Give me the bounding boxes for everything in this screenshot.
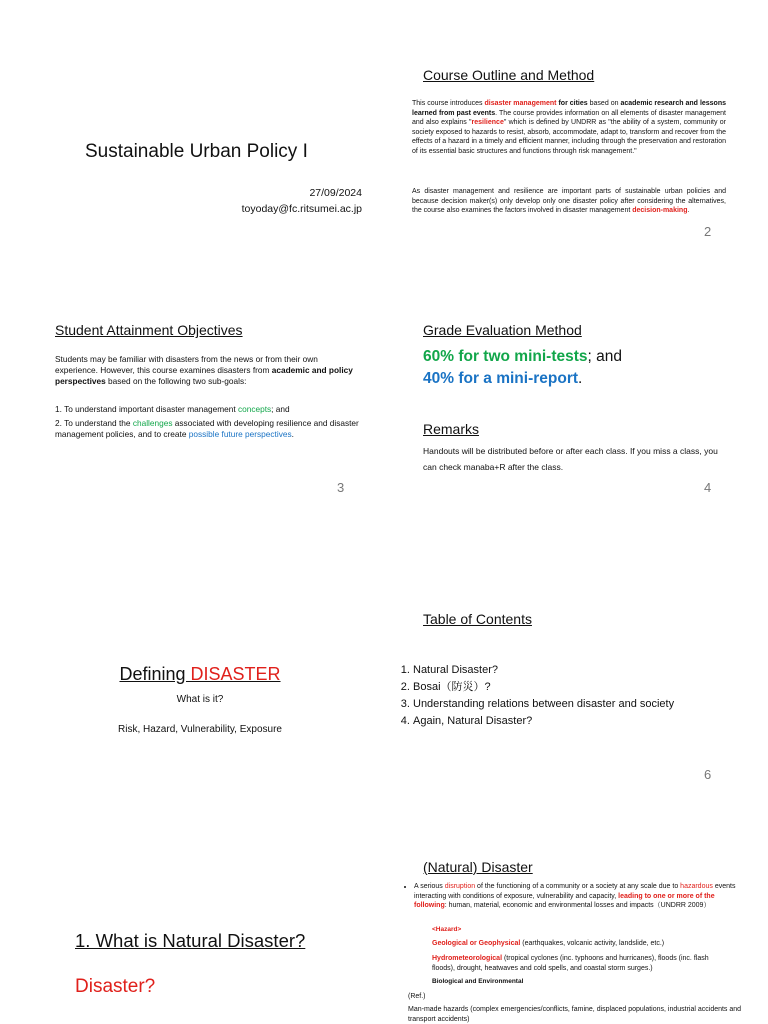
objective-2 — [55, 418, 359, 440]
text-run: for cities — [556, 100, 588, 107]
definition-list — [404, 882, 740, 911]
text-run: disruption — [444, 883, 476, 890]
text-run: disaster management — [484, 100, 557, 107]
slide-7 — [0, 768, 384, 1024]
definition-bullet — [414, 882, 740, 911]
hazard-label: <Hazard> — [432, 926, 462, 933]
hazard-geological — [432, 940, 732, 947]
text-run: Geological or Geophysical — [432, 940, 521, 947]
grade-line-2 — [423, 370, 582, 388]
slide-1-email: toyoday@fc.ritsumei.ac.jp — [241, 203, 362, 215]
table-of-contents — [391, 662, 674, 730]
grade-line-1 — [423, 348, 622, 366]
objectives-intro — [55, 354, 355, 387]
slide-1-date: 27/09/2024 — [309, 187, 362, 199]
text-run: concepts — [237, 404, 272, 414]
hazard-hydrometeorological — [432, 954, 730, 973]
text-run: . — [687, 207, 690, 215]
text-run: challenges — [132, 418, 173, 428]
text-run: based on the following two sub-goals: — [105, 376, 247, 386]
slide-5 — [0, 512, 384, 768]
text-run: 1. To understand important disaster management — [55, 404, 238, 414]
text-run: of the functioning of a community or a society at any scale due to — [475, 883, 681, 890]
slide-8 — [384, 768, 768, 1024]
text-run: (earthquakes, volcanic activity, landslide, etc.) — [520, 940, 665, 947]
text-run: 2. To understand the — [55, 418, 133, 428]
text-run: . The course provides information on all elements of disaster management and also explains " — [412, 109, 726, 127]
man-made-hazards: Man-made hazards (complex emergencies/conflicts, famine, displaced populations, industrial accidents and transport accidents) — [408, 1006, 742, 1023]
text-run: " which is defined by UNDRR as "the ability of a system, community or society exposed to hazards to resist, absorb, accommodate, adapt to, transform and recover from the effects of a hazard in a timely and efficient manner, including through the preservation and restoration of its essential basic structures and functions through risk management." — [412, 119, 726, 155]
objective-1 — [55, 404, 355, 415]
title-highlight: DISASTER — [190, 664, 281, 684]
text-run: leading to one or more of the following — [414, 892, 715, 910]
slide-5-title — [0, 664, 400, 685]
slide-1-title: Sustainable Urban Policy I — [85, 141, 308, 162]
text-run: This course introduces — [412, 100, 485, 107]
slide-2 — [384, 0, 768, 256]
toc-item: 4. Again, Natural Disaster? — [413, 713, 674, 730]
course-outline-paragraph-1 — [412, 99, 726, 157]
text-run: . — [578, 370, 583, 387]
title-prefix: Defining — [119, 664, 191, 684]
slide-7-title: 1. What is Natural Disaster? — [75, 930, 306, 951]
text-run: As disaster management and resilience are important parts of sustainable urban policies and because decision maker(s) only develop only one disaster policy after considering the alternatives, the course also examines the factors involved in disaster management — [412, 188, 726, 215]
slide-1 — [0, 0, 384, 256]
slide-3-title: Student Attainment Objectives — [55, 322, 243, 338]
text-run: 40% for a mini-report — [423, 370, 579, 387]
slide-6-title: Table of Contents — [423, 611, 532, 627]
text-run: 60% for two mini-tests — [423, 348, 588, 365]
text-run: ; and — [587, 348, 622, 365]
text-run: decision-making — [632, 207, 688, 215]
slide-8-title: (Natural) Disaster — [423, 859, 533, 875]
reference-label: (Ref.) — [408, 993, 426, 1000]
slide-3 — [0, 256, 384, 512]
slide-2-title: Course Outline and Method — [423, 67, 595, 83]
text-run: hazardous — [680, 883, 713, 890]
text-run: ; and — [271, 404, 290, 414]
text-run: academic and policy perspectives — [55, 365, 353, 386]
page-number: 6 — [704, 767, 712, 782]
toc-item: 3. Understanding relations between disaster and society — [413, 696, 674, 713]
text-run: : human, material, economic and environmental losses and impacts（UNDRR 2009） — [444, 902, 711, 910]
slide-7-subtitle: Disaster? — [75, 976, 156, 997]
toc-item: 1. Natural Disaster? — [413, 662, 674, 679]
text-run: (tropical cyclones (inc. typhoons and hurricanes), floods (inc. flash floods), drought, heatwaves and cold spells, and coastal storm surges.) — [432, 955, 709, 972]
remarks-text: Handouts will be distributed before or after each class. If you miss a class, you can check manaba+R after the class. — [423, 446, 718, 472]
remarks-title: Remarks — [423, 421, 480, 437]
text-run: academic research and lessons learned from past events — [412, 100, 727, 117]
text-run: A serious — [414, 883, 445, 890]
page-number: 2 — [704, 224, 712, 239]
text-run: resilience — [471, 119, 504, 127]
slide-4-title: Grade Evaluation Method — [423, 322, 582, 338]
course-outline-paragraph-2 — [412, 187, 726, 216]
page-number: 4 — [704, 480, 712, 495]
text-run: events interacting with conditions of exposure, vulnerability and capacity, — [414, 883, 736, 900]
page-number: 3 — [337, 480, 345, 495]
text-run: . — [291, 429, 294, 439]
text-run: Students may be familiar with disasters from the news or from their own experience. However, this course examines disasters from — [55, 354, 318, 375]
text-run: Hydrometeorological — [432, 955, 503, 962]
text-run: possible future perspectives — [188, 429, 292, 439]
slide-4 — [384, 256, 768, 512]
text-run: based on — [587, 100, 621, 107]
toc-item: 2. Bosai（防災）? — [413, 679, 674, 696]
slide-5-subtitle: What is it? — [176, 694, 224, 705]
slide-6 — [384, 512, 768, 782]
hazard-biological: Biological and Environmental — [432, 978, 524, 985]
text-run: associated with developing resilience and disaster management policies, and to create — [55, 418, 359, 439]
slide-5-keywords: Risk, Hazard, Vulnerability, Exposure — [118, 724, 282, 735]
